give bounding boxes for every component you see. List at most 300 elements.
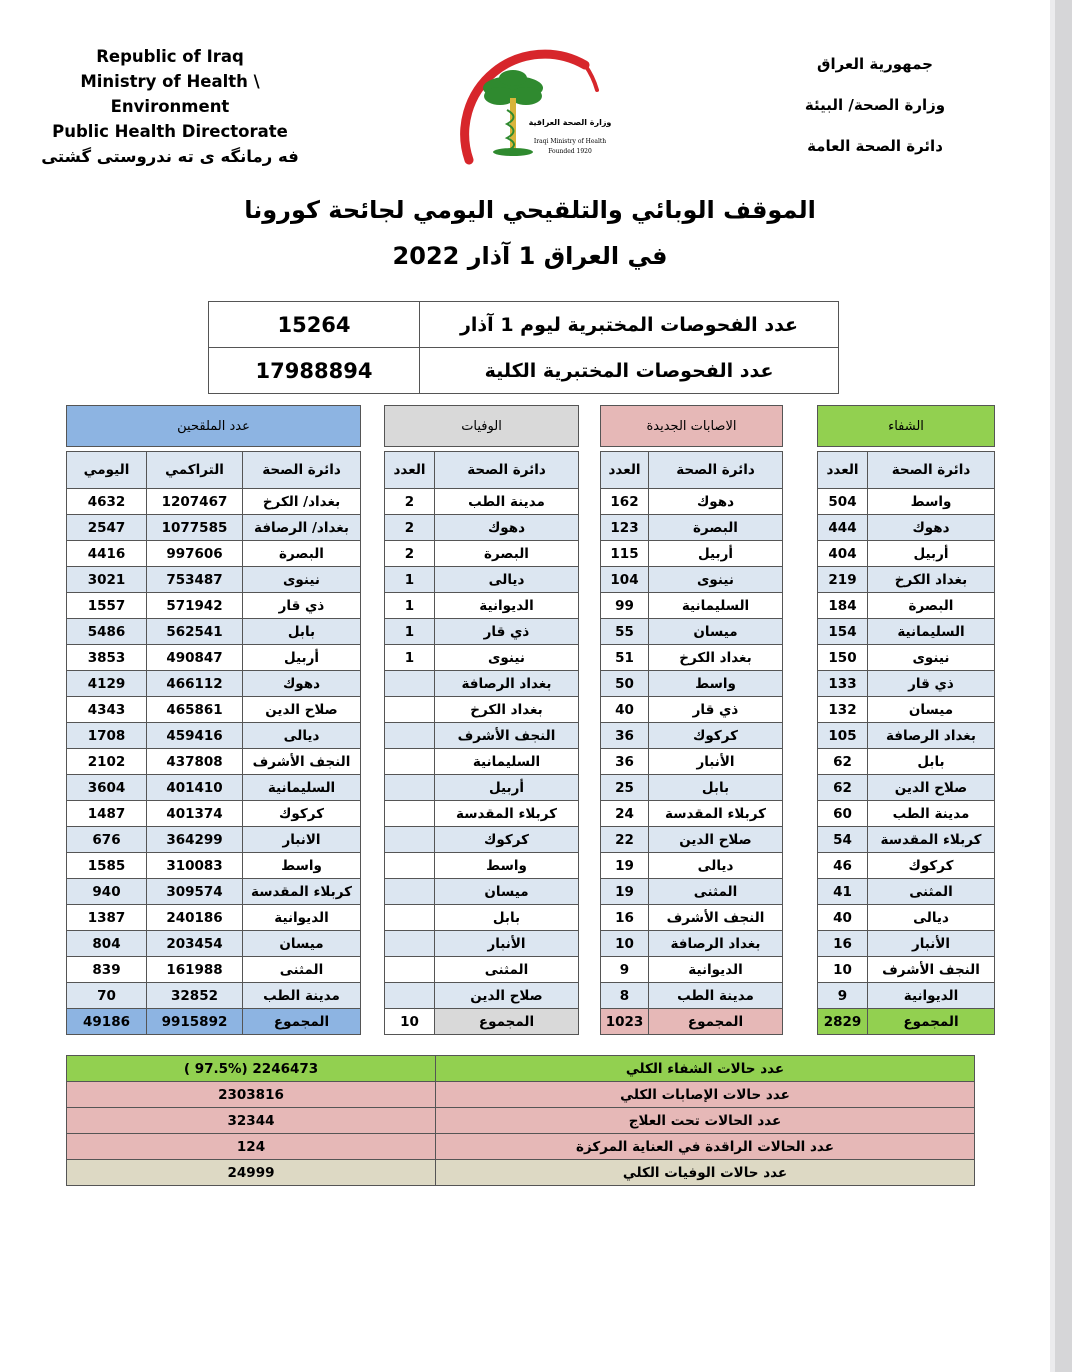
header-ar-line-3: دائرة الصحة العامة bbox=[807, 137, 943, 155]
rec-directorate-cell: بغداد الرصافة bbox=[868, 723, 995, 749]
death-directorate-cell: كركوك bbox=[435, 827, 579, 853]
death-count-cell: 2 bbox=[385, 541, 435, 567]
column-gap bbox=[361, 671, 385, 697]
column-gap bbox=[783, 697, 818, 723]
death-count-cell: 1 bbox=[385, 619, 435, 645]
vac-daily-cell: 1708 bbox=[67, 723, 147, 749]
new-count-cell: 36 bbox=[601, 749, 649, 775]
col-rec-directorate: دائرة الصحة bbox=[868, 452, 995, 489]
vac-daily-cell: 3604 bbox=[67, 775, 147, 801]
section-new-cases: الاصابات الجديدة bbox=[601, 406, 783, 447]
column-gap bbox=[579, 775, 601, 801]
column-gap bbox=[579, 723, 601, 749]
table-row bbox=[67, 775, 995, 801]
new-directorate-cell: مدينة الطب bbox=[649, 983, 783, 1009]
header-en-line-2: Ministry of Health \ Environment bbox=[80, 72, 260, 116]
death-count-cell bbox=[385, 879, 435, 905]
new-directorate-cell: أربيل bbox=[649, 541, 783, 567]
column-header-row bbox=[67, 452, 995, 489]
column-gap bbox=[579, 406, 601, 447]
total-deaths: 10 bbox=[385, 1009, 435, 1035]
column-gap bbox=[783, 853, 818, 879]
column-gap bbox=[783, 619, 818, 645]
total-recovered: 2829 bbox=[818, 1009, 868, 1035]
totals-row bbox=[67, 1009, 995, 1035]
summary-row bbox=[67, 1082, 975, 1108]
death-count-cell bbox=[385, 801, 435, 827]
vac-directorate-cell: مدينة الطب bbox=[243, 983, 361, 1009]
death-count-cell bbox=[385, 853, 435, 879]
vac-directorate-cell: الديوانية bbox=[243, 905, 361, 931]
table-row bbox=[67, 827, 995, 853]
vac-directorate-cell: ذي قار bbox=[243, 593, 361, 619]
summary-value: 32344 bbox=[67, 1108, 436, 1134]
summary-value: 2303816 bbox=[67, 1082, 436, 1108]
column-gap bbox=[361, 697, 385, 723]
vac-cumulative-cell: 753487 bbox=[147, 567, 243, 593]
total-recovered-label: المجموع bbox=[868, 1009, 995, 1035]
vac-directorate-cell: بغداد/ الرصافة bbox=[243, 515, 361, 541]
death-directorate-cell: الأنبار bbox=[435, 931, 579, 957]
vac-daily-cell: 4632 bbox=[67, 489, 147, 515]
header-en-line-1: Republic of Iraq bbox=[96, 47, 244, 66]
vac-directorate-cell: البصرة bbox=[243, 541, 361, 567]
vac-daily-cell: 1487 bbox=[67, 801, 147, 827]
vac-daily-cell: 1387 bbox=[67, 905, 147, 931]
summary-value: 124 bbox=[67, 1134, 436, 1160]
rec-count-cell: 60 bbox=[818, 801, 868, 827]
header-en-line-4: فه رمانگه ى ته ندروستى گشتى bbox=[41, 147, 299, 166]
table-row bbox=[67, 671, 995, 697]
column-gap bbox=[579, 931, 601, 957]
vac-cumulative-cell: 1207467 bbox=[147, 489, 243, 515]
new-directorate-cell: ميسان bbox=[649, 619, 783, 645]
table-row bbox=[67, 593, 995, 619]
vac-cumulative-cell: 465861 bbox=[147, 697, 243, 723]
vac-daily-cell: 2102 bbox=[67, 749, 147, 775]
rec-directorate-cell: المثنى bbox=[868, 879, 995, 905]
death-count-cell bbox=[385, 671, 435, 697]
rec-directorate-cell: ذي قار bbox=[868, 671, 995, 697]
column-gap bbox=[783, 775, 818, 801]
new-directorate-cell: واسط bbox=[649, 671, 783, 697]
column-gap bbox=[579, 593, 601, 619]
column-gap bbox=[361, 931, 385, 957]
column-gap bbox=[579, 645, 601, 671]
new-directorate-cell: المثنى bbox=[649, 879, 783, 905]
column-gap bbox=[783, 723, 818, 749]
death-count-cell bbox=[385, 905, 435, 931]
new-count-cell: 50 bbox=[601, 671, 649, 697]
rec-directorate-cell: بابل bbox=[868, 749, 995, 775]
death-directorate-cell: بابل bbox=[435, 905, 579, 931]
section-deaths: الوفيات bbox=[385, 406, 579, 447]
column-gap bbox=[361, 515, 385, 541]
table-row bbox=[67, 879, 995, 905]
vac-daily-cell: 4416 bbox=[67, 541, 147, 567]
death-count-cell bbox=[385, 957, 435, 983]
death-directorate-cell: ميسان bbox=[435, 879, 579, 905]
ministry-logo bbox=[425, 20, 615, 170]
vac-daily-cell: 940 bbox=[67, 879, 147, 905]
vac-directorate-cell: كربلاء المقدسة bbox=[243, 879, 361, 905]
new-count-cell: 9 bbox=[601, 957, 649, 983]
header-english bbox=[20, 44, 320, 169]
new-directorate-cell: البصرة bbox=[649, 515, 783, 541]
column-gap bbox=[579, 905, 601, 931]
vac-directorate-cell: بغداد/ الكرخ bbox=[243, 489, 361, 515]
rec-count-cell: 150 bbox=[818, 645, 868, 671]
vac-directorate-cell: بابل bbox=[243, 619, 361, 645]
vac-daily-cell: 3853 bbox=[67, 645, 147, 671]
new-count-cell: 99 bbox=[601, 593, 649, 619]
rec-count-cell: 54 bbox=[818, 827, 868, 853]
column-gap bbox=[361, 593, 385, 619]
new-count-cell: 36 bbox=[601, 723, 649, 749]
column-gap bbox=[783, 905, 818, 931]
vac-daily-cell: 5486 bbox=[67, 619, 147, 645]
column-gap bbox=[361, 905, 385, 931]
epidemic-table bbox=[66, 405, 995, 1035]
column-gap bbox=[361, 1009, 385, 1035]
death-directorate-cell: كربلاء المقدسة bbox=[435, 801, 579, 827]
table-row bbox=[67, 983, 995, 1009]
column-gap bbox=[579, 541, 601, 567]
table-row bbox=[67, 645, 995, 671]
column-gap bbox=[783, 931, 818, 957]
vac-cumulative-cell: 240186 bbox=[147, 905, 243, 931]
column-gap bbox=[579, 827, 601, 853]
col-death-directorate: دائرة الصحة bbox=[435, 452, 579, 489]
death-directorate-cell: البصرة bbox=[435, 541, 579, 567]
death-directorate-cell: بغداد الرصافة bbox=[435, 671, 579, 697]
rec-directorate-cell: النجف الأشرف bbox=[868, 957, 995, 983]
vac-directorate-cell: السليمانية bbox=[243, 775, 361, 801]
vac-directorate-cell: دهوك bbox=[243, 671, 361, 697]
report-title: الموقف الوبائي والتلقيحي اليومي لجائحة كورونا bbox=[244, 196, 816, 224]
summary-row bbox=[67, 1056, 975, 1082]
death-directorate-cell: النجف الأشرف bbox=[435, 723, 579, 749]
death-count-cell bbox=[385, 723, 435, 749]
column-gap bbox=[579, 452, 601, 489]
rec-directorate-cell: نينوى bbox=[868, 645, 995, 671]
vac-daily-cell: 3021 bbox=[67, 567, 147, 593]
header-en-line-3: Public Health Directorate bbox=[52, 122, 288, 141]
column-gap bbox=[579, 567, 601, 593]
rec-directorate-cell: دهوك bbox=[868, 515, 995, 541]
report-date: في العراق 1 آذار 2022 bbox=[392, 242, 668, 270]
summary-label: عدد حالات الشفاء الكلي bbox=[436, 1056, 975, 1082]
death-directorate-cell: دهوك bbox=[435, 515, 579, 541]
rec-directorate-cell: كركوك bbox=[868, 853, 995, 879]
lab-tests-table bbox=[208, 301, 839, 394]
column-gap bbox=[579, 853, 601, 879]
col-new-directorate: دائرة الصحة bbox=[649, 452, 783, 489]
death-count-cell: 1 bbox=[385, 567, 435, 593]
new-count-cell: 24 bbox=[601, 801, 649, 827]
rec-directorate-cell: مدينة الطب bbox=[868, 801, 995, 827]
column-gap bbox=[579, 749, 601, 775]
table-row bbox=[67, 567, 995, 593]
new-directorate-cell: بغداد الكرخ bbox=[649, 645, 783, 671]
rec-directorate-cell: ديالى bbox=[868, 905, 995, 931]
column-gap bbox=[361, 827, 385, 853]
column-gap bbox=[783, 749, 818, 775]
new-directorate-cell: الديوانية bbox=[649, 957, 783, 983]
vac-cumulative-cell: 309574 bbox=[147, 879, 243, 905]
summary-label: عدد الحالات تحت العلاج bbox=[436, 1108, 975, 1134]
death-count-cell bbox=[385, 775, 435, 801]
rec-directorate-cell: ميسان bbox=[868, 697, 995, 723]
column-gap bbox=[579, 619, 601, 645]
death-count-cell bbox=[385, 931, 435, 957]
vac-daily-cell: 1585 bbox=[67, 853, 147, 879]
summary-row bbox=[67, 1108, 975, 1134]
section-header-row bbox=[67, 406, 995, 447]
logo-name-en: Iraqi Ministry of Health bbox=[533, 138, 607, 145]
summary-label: عدد حالات الإصابات الكلي bbox=[436, 1082, 975, 1108]
column-gap bbox=[783, 645, 818, 671]
col-vac-directorate: دائرة الصحة bbox=[243, 452, 361, 489]
rec-directorate-cell: البصرة bbox=[868, 593, 995, 619]
column-gap bbox=[361, 619, 385, 645]
death-directorate-cell: المثنى bbox=[435, 957, 579, 983]
rec-count-cell: 62 bbox=[818, 775, 868, 801]
vac-directorate-cell: ميسان bbox=[243, 931, 361, 957]
new-directorate-cell: ذي قار bbox=[649, 697, 783, 723]
column-gap bbox=[361, 406, 385, 447]
section-vaccinated: عدد الملقحين bbox=[67, 406, 361, 447]
new-count-cell: 55 bbox=[601, 619, 649, 645]
death-directorate-cell: مدينة الطب bbox=[435, 489, 579, 515]
column-gap bbox=[361, 983, 385, 1009]
vac-cumulative-cell: 310083 bbox=[147, 853, 243, 879]
vac-cumulative-cell: 437808 bbox=[147, 749, 243, 775]
new-count-cell: 40 bbox=[601, 697, 649, 723]
column-gap bbox=[361, 567, 385, 593]
col-vac-cumulative: التراكمي bbox=[147, 452, 243, 489]
new-directorate-cell: نينوى bbox=[649, 567, 783, 593]
new-count-cell: 19 bbox=[601, 879, 649, 905]
table-row bbox=[67, 905, 995, 931]
column-gap bbox=[783, 452, 818, 489]
column-gap bbox=[361, 489, 385, 515]
rec-directorate-cell: الأنبار bbox=[868, 931, 995, 957]
header-ar-line-2: وزارة الصحة/ البيئة bbox=[804, 96, 946, 114]
rec-directorate-cell: واسط bbox=[868, 489, 995, 515]
table-row bbox=[67, 957, 995, 983]
column-gap bbox=[783, 1009, 818, 1035]
vac-daily-cell: 1557 bbox=[67, 593, 147, 619]
rec-count-cell: 10 bbox=[818, 957, 868, 983]
header-arabic bbox=[740, 44, 1010, 167]
rec-count-cell: 444 bbox=[818, 515, 868, 541]
new-count-cell: 10 bbox=[601, 931, 649, 957]
logo-founded: Founded 1920 bbox=[548, 148, 592, 155]
vac-directorate-cell: المثنى bbox=[243, 957, 361, 983]
column-gap bbox=[783, 406, 818, 447]
rec-count-cell: 504 bbox=[818, 489, 868, 515]
new-directorate-cell: بغداد الرصافة bbox=[649, 931, 783, 957]
column-gap bbox=[579, 879, 601, 905]
vac-directorate-cell: النجف الأشرف bbox=[243, 749, 361, 775]
column-gap bbox=[579, 983, 601, 1009]
column-gap bbox=[579, 671, 601, 697]
col-vac-daily: اليومي bbox=[67, 452, 147, 489]
vac-cumulative-cell: 562541 bbox=[147, 619, 243, 645]
rec-directorate-cell: كربلاء المقدسة bbox=[868, 827, 995, 853]
new-count-cell: 25 bbox=[601, 775, 649, 801]
vac-daily-cell: 839 bbox=[67, 957, 147, 983]
column-gap bbox=[361, 853, 385, 879]
rec-count-cell: 46 bbox=[818, 853, 868, 879]
column-gap bbox=[783, 593, 818, 619]
vac-directorate-cell: كركوك bbox=[243, 801, 361, 827]
new-directorate-cell: كركوك bbox=[649, 723, 783, 749]
header-ar-line-1: جمهورية العراق bbox=[817, 55, 933, 73]
page-edge-shadow bbox=[1050, 0, 1072, 1372]
vac-cumulative-cell: 401410 bbox=[147, 775, 243, 801]
rec-directorate-cell: أربيل bbox=[868, 541, 995, 567]
total-vac-cumulative: 9915892 bbox=[147, 1009, 243, 1035]
lab-tests-total-label: عدد الفحوصات المختبرية الكلية bbox=[420, 348, 839, 394]
rec-count-cell: 154 bbox=[818, 619, 868, 645]
rec-count-cell: 105 bbox=[818, 723, 868, 749]
death-directorate-cell: واسط bbox=[435, 853, 579, 879]
new-count-cell: 19 bbox=[601, 853, 649, 879]
lab-tests-total-value: 17988894 bbox=[209, 348, 420, 394]
vac-cumulative-cell: 364299 bbox=[147, 827, 243, 853]
death-count-cell bbox=[385, 827, 435, 853]
vac-cumulative-cell: 466112 bbox=[147, 671, 243, 697]
new-count-cell: 51 bbox=[601, 645, 649, 671]
lab-tests-daily-value: 15264 bbox=[209, 302, 420, 348]
vac-directorate-cell: الانبار bbox=[243, 827, 361, 853]
rec-count-cell: 41 bbox=[818, 879, 868, 905]
vac-directorate-cell: نينوى bbox=[243, 567, 361, 593]
vac-cumulative-cell: 161988 bbox=[147, 957, 243, 983]
table-row bbox=[67, 749, 995, 775]
new-count-cell: 104 bbox=[601, 567, 649, 593]
vac-cumulative-cell: 490847 bbox=[147, 645, 243, 671]
column-gap bbox=[783, 567, 818, 593]
column-gap bbox=[783, 983, 818, 1009]
table-row bbox=[67, 931, 995, 957]
total-new-label: المجموع bbox=[649, 1009, 783, 1035]
rec-count-cell: 62 bbox=[818, 749, 868, 775]
rec-directorate-cell: السليمانية bbox=[868, 619, 995, 645]
table-row bbox=[67, 853, 995, 879]
column-gap bbox=[361, 541, 385, 567]
column-gap bbox=[361, 452, 385, 489]
new-directorate-cell: ديالى bbox=[649, 853, 783, 879]
vac-cumulative-cell: 203454 bbox=[147, 931, 243, 957]
table-row bbox=[67, 697, 995, 723]
death-count-cell: 2 bbox=[385, 515, 435, 541]
vac-daily-cell: 70 bbox=[67, 983, 147, 1009]
column-gap bbox=[361, 801, 385, 827]
new-count-cell: 123 bbox=[601, 515, 649, 541]
rec-count-cell: 132 bbox=[818, 697, 868, 723]
vac-directorate-cell: ديالى bbox=[243, 723, 361, 749]
summary-label: عدد حالات الوفيات الكلي bbox=[436, 1160, 975, 1186]
new-directorate-cell: بابل bbox=[649, 775, 783, 801]
death-directorate-cell: بغداد الكرخ bbox=[435, 697, 579, 723]
death-count-cell: 1 bbox=[385, 645, 435, 671]
total-new-cases: 1023 bbox=[601, 1009, 649, 1035]
column-gap bbox=[579, 1009, 601, 1035]
logo-name-ar: وزارة الصحة العراقية bbox=[528, 118, 612, 127]
death-count-cell bbox=[385, 749, 435, 775]
new-count-cell: 8 bbox=[601, 983, 649, 1009]
death-count-cell: 1 bbox=[385, 593, 435, 619]
vac-cumulative-cell: 459416 bbox=[147, 723, 243, 749]
rec-count-cell: 219 bbox=[818, 567, 868, 593]
new-directorate-cell: الأنبار bbox=[649, 749, 783, 775]
summary-row bbox=[67, 1134, 975, 1160]
rec-directorate-cell: الديوانية bbox=[868, 983, 995, 1009]
vac-daily-cell: 676 bbox=[67, 827, 147, 853]
vac-daily-cell: 2547 bbox=[67, 515, 147, 541]
column-gap bbox=[579, 957, 601, 983]
col-new-count: العدد bbox=[601, 452, 649, 489]
vac-cumulative-cell: 32852 bbox=[147, 983, 243, 1009]
new-directorate-cell: دهوك bbox=[649, 489, 783, 515]
column-gap bbox=[361, 749, 385, 775]
column-gap bbox=[783, 879, 818, 905]
rec-count-cell: 404 bbox=[818, 541, 868, 567]
column-gap bbox=[783, 957, 818, 983]
rec-directorate-cell: صلاح الدين bbox=[868, 775, 995, 801]
vac-cumulative-cell: 401374 bbox=[147, 801, 243, 827]
vac-directorate-cell: أربيل bbox=[243, 645, 361, 671]
lab-tests-daily-row bbox=[209, 302, 839, 348]
table-row bbox=[67, 515, 995, 541]
death-count-cell bbox=[385, 697, 435, 723]
table-row bbox=[67, 801, 995, 827]
table-row bbox=[67, 541, 995, 567]
vac-cumulative-cell: 1077585 bbox=[147, 515, 243, 541]
rec-count-cell: 184 bbox=[818, 593, 868, 619]
summary-table bbox=[66, 1055, 975, 1186]
death-directorate-cell: السليمانية bbox=[435, 749, 579, 775]
total-deaths-label: المجموع bbox=[435, 1009, 579, 1035]
column-gap bbox=[783, 541, 818, 567]
lab-tests-daily-label: عدد الفحوصات المختبرية ليوم 1 آذار bbox=[420, 302, 839, 348]
death-count-cell bbox=[385, 983, 435, 1009]
new-directorate-cell: صلاح الدين bbox=[649, 827, 783, 853]
summary-label: عدد الحالات الراقدة في العناية المركزة bbox=[436, 1134, 975, 1160]
vac-cumulative-cell: 997606 bbox=[147, 541, 243, 567]
column-gap bbox=[361, 723, 385, 749]
column-gap bbox=[579, 515, 601, 541]
table-row bbox=[67, 723, 995, 749]
death-count-cell: 2 bbox=[385, 489, 435, 515]
total-vac-daily: 49186 bbox=[67, 1009, 147, 1035]
column-gap bbox=[783, 671, 818, 697]
new-directorate-cell: السليمانية bbox=[649, 593, 783, 619]
vac-daily-cell: 4129 bbox=[67, 671, 147, 697]
rec-count-cell: 133 bbox=[818, 671, 868, 697]
death-directorate-cell: صلاح الدين bbox=[435, 983, 579, 1009]
rec-count-cell: 9 bbox=[818, 983, 868, 1009]
column-gap bbox=[579, 697, 601, 723]
death-directorate-cell: أربيل bbox=[435, 775, 579, 801]
column-gap bbox=[361, 957, 385, 983]
lab-tests-total-row bbox=[209, 348, 839, 394]
vac-directorate-cell: صلاح الدين bbox=[243, 697, 361, 723]
rec-count-cell: 16 bbox=[818, 931, 868, 957]
